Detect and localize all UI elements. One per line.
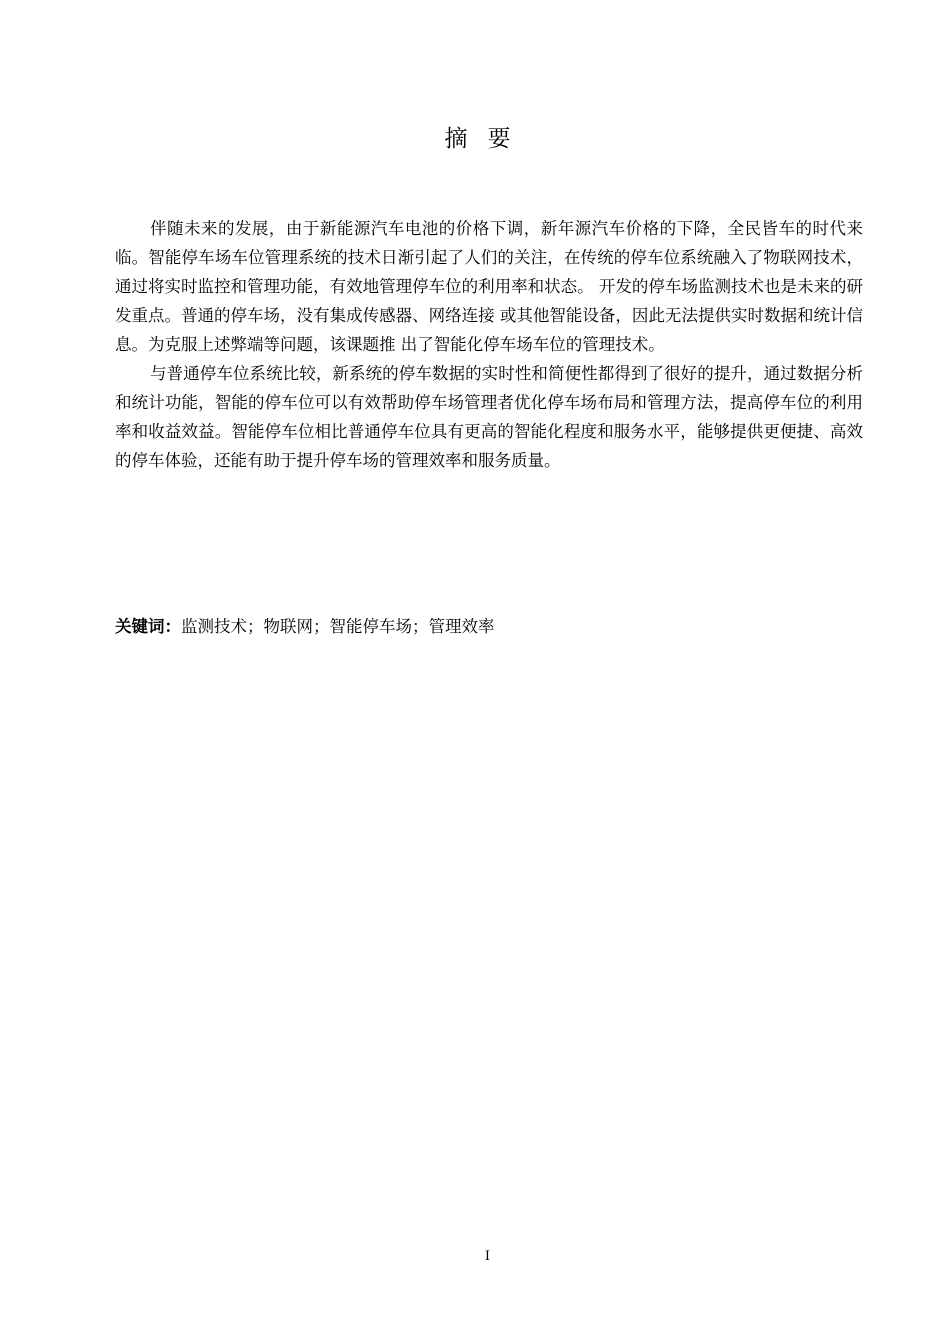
keywords-line [115, 612, 863, 641]
abstract-body [115, 214, 863, 475]
abstract-paragraph-2: 与普通停车位系统比较，新系统的停车数据的实时性和简便性都得到了很好的提升，通过数据分析和统计功能，智能的停车位可以有效帮助停车场管理者优化停车场布局和管理方法，提高停车位的利用率和收益效益。智能停车位相比普通停车位具有更高的智能化程度和服务水平，能够提供更便捷、高效的停车体验，还能有助于提升停车场的管理效率和服务质量。 [115, 364, 863, 470]
abstract-paragraph-1: 伴随未来的发展，由于新能源汽车电池的价格下调，新年源汽车价格的下降，全民皆车的时代来临。智能停车场车位管理系统的技术日渐引起了人们的关注，在传统的停车位系统融入了物联网技术，通过将实时监控和管理功能，有效地管理停车位的利用率和状态。 开发的停车场监测技术也是未来的研发重点。普通的停车场，没有集成传感器、网络连接 或其他智能设备，因此无法提供实时数据和统计信息。为克服上述弊端等问题，该课题推 出了智能化停车场车位的管理技术。 [115, 219, 863, 354]
page-title: 摘要 [444, 126, 531, 152]
keywords-label: 关键词： [115, 617, 181, 636]
keywords-text: 监测技术；物联网；智能停车场；管理效率 [181, 617, 495, 636]
page-number: I [484, 1249, 491, 1264]
